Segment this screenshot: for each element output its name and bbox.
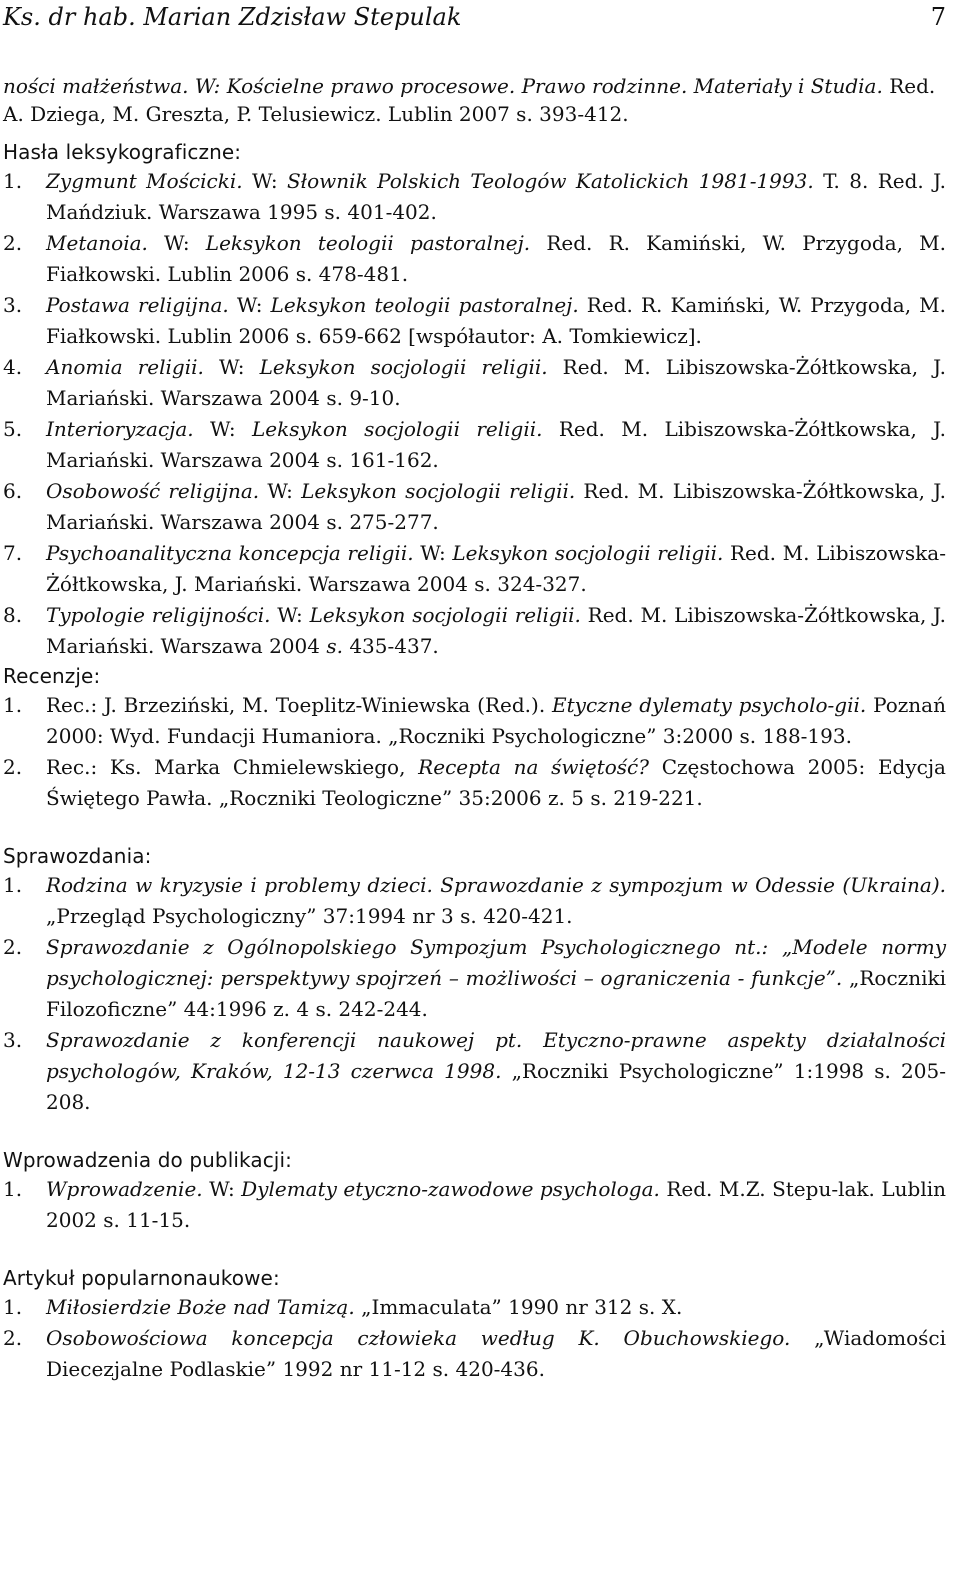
section-artykul-popularnonaukowe xyxy=(3,1264,946,1385)
list-item xyxy=(3,476,946,538)
entry-details: W: xyxy=(413,541,453,565)
entry-details: W: xyxy=(147,231,206,255)
entry-list xyxy=(3,1292,946,1385)
header-author: Ks. dr hab. Marian Zdzisław Stepulak xyxy=(3,3,462,31)
entry-text xyxy=(46,690,946,752)
list-item xyxy=(3,290,946,352)
entry-list xyxy=(3,690,946,814)
entry-details: „Roczniki Psychologiczne” 1:1998 s. 205-208. xyxy=(46,1059,946,1114)
list-item xyxy=(3,690,946,752)
continued-entry xyxy=(3,72,946,128)
entry-text xyxy=(46,538,946,600)
running-header xyxy=(3,0,946,34)
continued-entry-details: Red. A. Dziega, M. Greszta, P. Telusiewicz. Lublin 2007 s. 393-412. xyxy=(3,74,936,126)
entry-number: 8. xyxy=(3,603,23,627)
entry-details: Red. M.Z. Stepu-lak. Lublin 2002 s. 11-15. xyxy=(46,1177,946,1232)
list-item xyxy=(3,166,946,228)
entry-details: „Wiadomości Diecezjalne Podlaskie” 1992 nr 11-12 s. 420-436. xyxy=(46,1326,946,1381)
entry-number: 2. xyxy=(3,935,23,959)
entry-details: „Immaculata” 1990 nr 312 s. X. xyxy=(354,1295,683,1319)
section-recenzje xyxy=(3,662,946,814)
entry-title-italic: Metanoia. xyxy=(46,231,148,255)
entry-number: 1. xyxy=(3,693,23,717)
entry-text xyxy=(46,290,946,352)
entry-number: 4. xyxy=(3,355,23,379)
entry-details: T. 8. Red. J. Mańdziuk. Warszawa 1995 s. 401-402. xyxy=(46,169,946,224)
entry-title-italic: Leksykon socjologii religii. xyxy=(301,479,576,503)
entry-title-italic: Leksykon teologii pastoralnej. xyxy=(205,231,531,255)
list-item xyxy=(3,1174,946,1236)
entry-details: Częstochowa 2005: Edycja Świętego Pawła. „Roczniki Teologiczne” 35:2006 z. 5 s. 219-221. xyxy=(46,755,946,810)
entry-title-italic: Sprawozdanie z konferencji naukowej pt. Etyczno-prawne aspekty działalności psychologów, Kraków, 12-13 czerwca 1998. xyxy=(46,1028,946,1083)
entry-text xyxy=(46,228,946,290)
entry-text xyxy=(46,166,946,228)
section-heading: Hasła leksykograficzne: xyxy=(3,140,242,164)
page-number: 7 xyxy=(930,3,946,31)
entry-title-italic: Psychoanalityczna koncepcja religii. xyxy=(46,541,414,565)
entry-number: 6. xyxy=(3,479,23,503)
entry-title-italic: Leksykon socjologii religii. xyxy=(452,541,724,565)
section-heading: Wprowadzenia do publikacji: xyxy=(3,1148,292,1172)
section-wprowadzenia-do-publikacji xyxy=(3,1146,946,1236)
entry-title-italic: Osobowość religijna. xyxy=(46,479,260,503)
entry-title-italic: Interioryzacja. xyxy=(46,417,194,441)
entry-text xyxy=(46,752,946,814)
continued-entry-title: ności małżeństwa. W: Kościelne prawo procesowe. Prawo rodzinne. Materiały i Studia. xyxy=(3,74,883,98)
entry-details: Rec.: Ks. Marka Chmielewskiego, xyxy=(46,755,419,779)
entry-list xyxy=(3,166,946,662)
entry-details: 435-437. xyxy=(342,634,439,658)
entry-title-italic: Recepta na świętość? xyxy=(418,755,649,779)
section-heading: Artykuł popularnonaukowe: xyxy=(3,1266,280,1290)
entry-title-italic: Leksykon socjologii religii. xyxy=(309,603,581,627)
entry-details: Red. R. Kamiński, W. Przygoda, M. Fiałkowski. Lublin 2006 s. 659-662 [współautor: A. Tomkiewicz]. xyxy=(46,293,946,348)
entry-details: „Roczniki Filozoficzne” 44:1996 z. 4 s. 242-244. xyxy=(46,966,946,1021)
list-item xyxy=(3,600,946,662)
list-item xyxy=(3,1323,946,1385)
entry-text xyxy=(46,870,946,932)
entry-text xyxy=(46,1025,946,1118)
entry-title-italic: Etyczne dylematy psycholo-gii. xyxy=(552,693,867,717)
entry-number: 2. xyxy=(3,755,23,779)
entry-title-italic: Leksykon socjologii religii. xyxy=(251,417,543,441)
entry-details: W: xyxy=(202,1177,242,1201)
entry-details: W: xyxy=(270,603,310,627)
list-item xyxy=(3,1025,946,1118)
entry-text xyxy=(46,476,946,538)
entry-details: Red. M. Libiszowska-Żółtkowska, J. Mariański. Warszawa 2004 s. 324-327. xyxy=(46,541,946,596)
entry-title-italic: Rodzina w kryzysie i problemy dzieci. Sprawozdanie z sympozjum w Odessie (Ukraina). xyxy=(46,873,946,897)
entry-number: 5. xyxy=(3,417,23,441)
list-item xyxy=(3,228,946,290)
entry-details: W: xyxy=(259,479,302,503)
entry-number: 1. xyxy=(3,169,23,193)
entry-number: 2. xyxy=(3,1326,23,1350)
list-item xyxy=(3,1292,946,1323)
entry-number: 2. xyxy=(3,231,23,255)
entry-number: 1. xyxy=(3,1177,23,1201)
entry-title-italic: Zygmunt Mościcki. xyxy=(46,169,243,193)
list-item xyxy=(3,538,946,600)
entry-title-italic: Sprawozdanie z Ogólnopolskiego Sympozjum Psychologicznego nt.: „Modele normy psychologicznej: perspektywy spojrzeń – możliwości – ograniczenia - funkcje”. xyxy=(46,935,946,990)
entry-details: Red. M. Libiszowska-Żółtkowska, J. Mariański. Warszawa 2004 s. 275-277. xyxy=(46,479,947,534)
list-item xyxy=(3,932,946,1025)
entry-number: 3. xyxy=(3,1028,23,1052)
entry-details: Poznań 2000: Wyd. Fundacji Humaniora. „Roczniki Psychologiczne” 3:2000 s. 188-193. xyxy=(46,693,946,748)
entry-text xyxy=(46,414,946,476)
entry-details: W: xyxy=(242,169,287,193)
entry-text xyxy=(46,600,946,662)
entry-details: Rec.: J. Brzeziński, M. Toeplitz-Winiewska (Red.). xyxy=(46,693,553,717)
entry-title-italic: Postawa religijna. xyxy=(46,293,229,317)
page-content xyxy=(3,72,946,1413)
entry-text xyxy=(46,932,946,1025)
list-item xyxy=(3,352,946,414)
entry-text xyxy=(46,1292,946,1323)
entry-title-italic: Anomia religii. xyxy=(46,355,204,379)
entry-list xyxy=(3,1174,946,1236)
entry-details: W: xyxy=(193,417,252,441)
entry-number: 3. xyxy=(3,293,23,317)
entry-details: Red. M. Libiszowska-Żółtkowska, J. Mariański. Warszawa 2004 s. 161-162. xyxy=(46,417,946,472)
entry-title-italic: Miłosierdzie Boże nad Tamizą. xyxy=(46,1295,355,1319)
entry-details: Red. M. Libiszowska-Żółtkowska, J. Mariański. Warszawa 2004 xyxy=(46,603,946,658)
entry-title-italic: Leksykon teologii pastoralnej. xyxy=(270,293,579,317)
bibliography-sections xyxy=(3,138,946,1385)
entry-title-italic: s. xyxy=(326,634,343,658)
entry-title-italic: Typologie religijności. xyxy=(46,603,271,627)
entry-details: Red. M. Libiszowska-Żółtkowska, J. Mariański. Warszawa 2004 s. 9-10. xyxy=(46,355,946,410)
entry-details: W: xyxy=(228,293,271,317)
entry-details: „Przegląd Psychologiczny” 37:1994 nr 3 s. 420-421. xyxy=(46,904,573,928)
entry-text xyxy=(46,1323,946,1385)
section-hasla-leksykograficzne xyxy=(3,138,946,662)
entry-title-italic: Osobowościowa koncepcja człowieka według K. Obuchowskiego. xyxy=(46,1326,791,1350)
entry-title-italic: Leksykon socjologii religii. xyxy=(259,355,548,379)
list-item xyxy=(3,870,946,932)
entry-details: W: xyxy=(203,355,260,379)
entry-number: 1. xyxy=(3,1295,23,1319)
list-item xyxy=(3,752,946,814)
entry-number: 1. xyxy=(3,873,23,897)
section-sprawozdania xyxy=(3,842,946,1118)
entry-title-italic: Słownik Polskich Teologów Katolickich 1981-1993. xyxy=(286,169,814,193)
entry-text xyxy=(46,352,946,414)
entry-title-italic: Wprowadzenie. xyxy=(46,1177,203,1201)
entry-text xyxy=(46,1174,946,1236)
entry-list xyxy=(3,870,946,1118)
section-heading: Recenzje: xyxy=(3,664,101,688)
entry-number: 7. xyxy=(3,541,23,565)
entry-details: Red. R. Kamiński, W. Przygoda, M. Fiałkowski. Lublin 2006 s. 478-481. xyxy=(46,231,946,286)
list-item xyxy=(3,414,946,476)
entry-title-italic: Dylematy etyczno-zawodowe psychologa. xyxy=(241,1177,660,1201)
section-heading: Sprawozdania: xyxy=(3,844,152,868)
